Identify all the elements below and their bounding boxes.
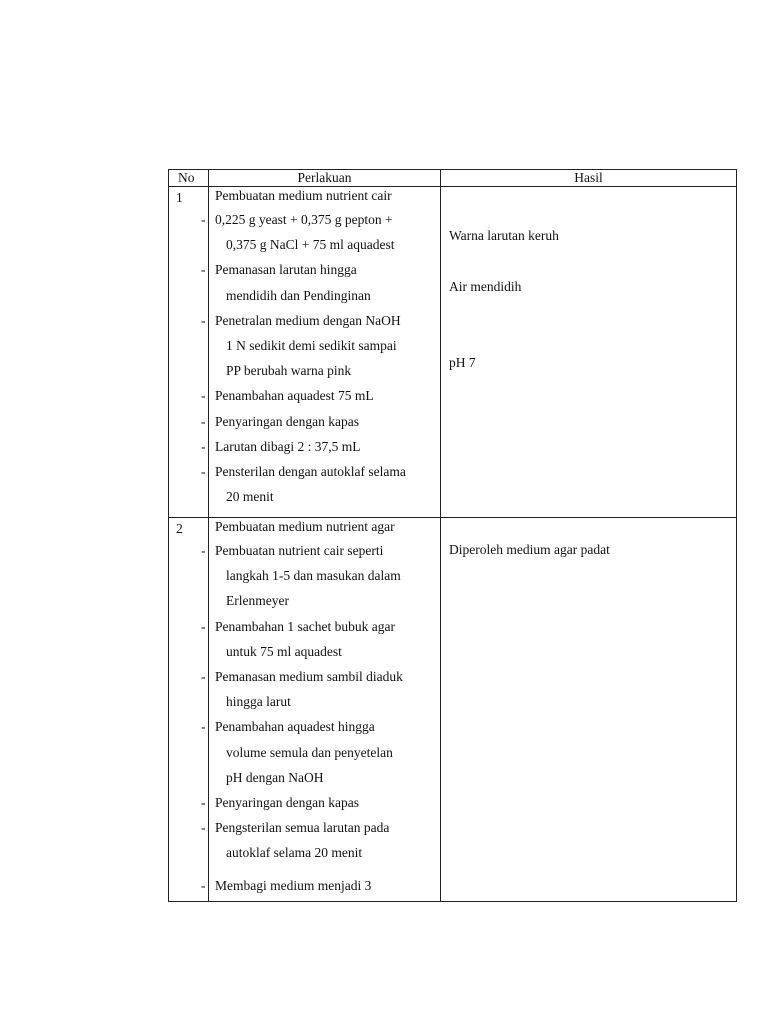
step-line: hingga larut (226, 694, 291, 710)
step-title: Pembuatan medium nutrient cair (215, 188, 392, 203)
bullet-dash: - (201, 794, 206, 810)
bullet-dash: - (201, 262, 206, 278)
step-line: volume semula dan penyetelan (226, 744, 393, 760)
step-line: 1 N sedikit demi sedikit sampai (226, 337, 397, 353)
table-row (169, 518, 737, 902)
header-perlakuan: Perlakuan (209, 170, 441, 187)
step-line: autoklaf selama 20 menit (226, 845, 363, 861)
procedure-table (168, 169, 737, 902)
bullet-dash: - (201, 212, 206, 227)
header-no: No (169, 170, 209, 187)
step-line: 0,225 g yeast + 0,375 g pepton + (215, 212, 393, 227)
step-line: mendidih dan Pendinginan (226, 287, 371, 303)
step-title: Pembuatan medium nutrient agar (215, 519, 395, 534)
hasil-cell (441, 187, 737, 518)
step-line: Penambahan aquadest hingga (215, 719, 375, 735)
bullet-dash: - (201, 719, 206, 735)
step-line: Penyaringan dengan kapas (215, 413, 359, 429)
step-line: Penyaringan dengan kapas (215, 794, 359, 810)
perlakuan-cell (201, 187, 441, 518)
step-line: PP berubah warna pink (226, 363, 352, 379)
result-text: pH 7 (449, 355, 476, 370)
bullet-dash: - (201, 312, 206, 328)
step-line: 0,375 g NaCl + 75 ml aquadest (226, 237, 395, 253)
step-line: Pemanasan medium sambil diaduk (215, 668, 403, 684)
step-line: langkah 1-5 dan masukan dalam (226, 568, 401, 584)
table-row (169, 187, 737, 518)
bullet-dash: - (201, 438, 206, 454)
step-line: Pengsterilan semua larutan pada (215, 820, 390, 836)
step-line: 20 menit (226, 489, 274, 505)
bullet-dash: - (201, 463, 206, 479)
step-line: Pemanasan larutan hingga (215, 262, 357, 278)
bullet-dash: - (201, 543, 206, 558)
bullet-dash: - (201, 668, 206, 684)
bullet-dash: - (201, 618, 206, 634)
step-line: Membagi medium menjadi 3 (215, 878, 372, 894)
step-line: Penetralan medium dengan NaOH (215, 312, 401, 328)
row-number: 2 (169, 518, 209, 902)
step-line: Penambahan aquadest 75 mL (215, 388, 374, 404)
row-number: 1 (169, 187, 209, 518)
hasil-cell (441, 518, 737, 902)
step-line: Larutan dibagi 2 : 37,5 mL (215, 438, 361, 454)
step-line: untuk 75 ml aquadest (226, 643, 342, 659)
bullet-dash: - (201, 413, 206, 429)
step-line: Penambahan 1 sachet bubuk agar (215, 618, 395, 634)
step-line: Pensterilan dengan autoklaf selama (215, 463, 406, 479)
result-text: Warna larutan keruh (449, 228, 559, 243)
table-header-row (169, 170, 737, 187)
step-line: Pembuatan nutrient cair seperti (215, 543, 384, 558)
bullet-dash: - (201, 388, 206, 404)
result-text: Diperoleh medium agar padat (449, 542, 610, 557)
bullet-dash: - (201, 878, 206, 894)
step-line: Erlenmeyer (226, 593, 289, 609)
bullet-dash: - (201, 820, 206, 836)
result-text: Air mendidih (449, 279, 522, 294)
step-line: pH dengan NaOH (226, 769, 324, 785)
perlakuan-cell (201, 518, 441, 902)
header-hasil: Hasil (441, 170, 737, 187)
